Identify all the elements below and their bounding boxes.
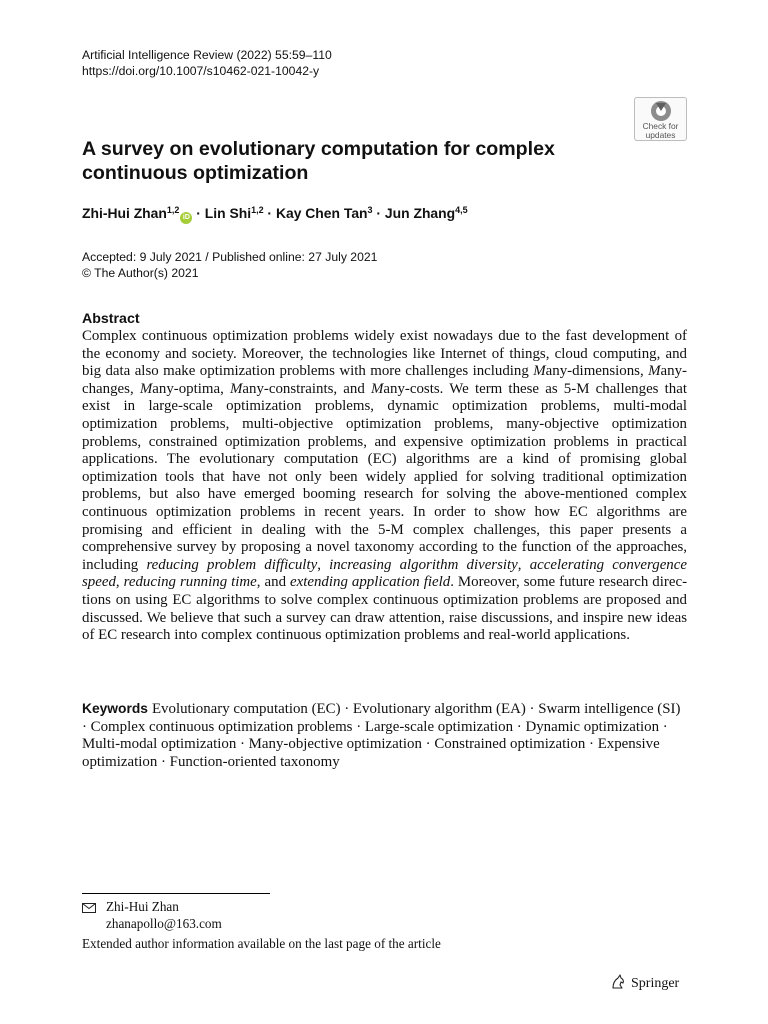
author-affiliation: 4,5 bbox=[455, 205, 468, 215]
journal-citation: Artificial Intelligence Review (2022) 55:59–110 bbox=[82, 48, 332, 62]
envelope-icon bbox=[82, 903, 96, 913]
m-initial: M bbox=[648, 363, 661, 380]
m-term: any-constraints, and bbox=[242, 380, 371, 397]
keywords-block bbox=[82, 700, 687, 772]
taxonomy-term: accelerating convergence speed bbox=[82, 556, 687, 591]
abstract-part: . Moreover, some future research directions on using EC algorithms to solve complex continuous optimization problems are proposed and discussed. We believe that such a survey can draw attention, raise discussions, and inspire new ideas of EC research into complex continuous optimization problems and real-world applications. bbox=[82, 574, 688, 644]
m-term: any-optima, bbox=[152, 380, 231, 397]
author-name[interactable]: Kay Chen Tan bbox=[275, 205, 368, 221]
m-initial: M bbox=[533, 363, 546, 380]
m-initial: M bbox=[371, 380, 384, 397]
m-initial: M bbox=[230, 380, 243, 397]
badge-line-2: updates bbox=[645, 129, 676, 140]
author-separator: · bbox=[263, 205, 276, 221]
author-affiliation: 3 bbox=[367, 205, 373, 215]
taxonomy-term: extending application field bbox=[290, 574, 451, 591]
running-header bbox=[82, 47, 332, 79]
abstract-part: Complex continuous optimization problems widely exist nowadays due to the fast development of the economy and society. Moreover, the technologies like Internet of things, cloud computing, and big data also make optimization problems with more challenges including bbox=[82, 328, 687, 380]
author-name[interactable]: Zhi-Hui Zhan bbox=[82, 205, 167, 221]
publication-dates bbox=[82, 250, 377, 281]
orcid-icon[interactable]: iD bbox=[180, 212, 192, 224]
author-list bbox=[82, 205, 468, 224]
footnote-divider bbox=[82, 893, 270, 894]
separator: , bbox=[517, 556, 530, 573]
badge-line-1: Check for bbox=[642, 121, 679, 131]
author-name[interactable]: Jun Zhang bbox=[384, 205, 456, 221]
extended-author-info: Extended author information available on the last page of the article bbox=[82, 936, 441, 951]
taxonomy-term: reducing problem difficulty bbox=[146, 556, 318, 573]
abstract-heading: Abstract bbox=[82, 311, 140, 327]
abstract-text bbox=[82, 328, 687, 645]
m-term: any-dimensions, bbox=[545, 363, 649, 380]
separator: , and bbox=[256, 574, 291, 591]
corresponding-name: Zhi-Hui Zhan bbox=[106, 899, 179, 914]
author-affiliation: 1,2 bbox=[251, 205, 264, 215]
springer-horse-icon bbox=[610, 974, 626, 990]
taxonomy-term: reducing running time bbox=[123, 574, 257, 591]
doi-link[interactable]: https://doi.org/10.1007/s10462-021-10042-y bbox=[82, 64, 320, 78]
author-separator: · bbox=[192, 205, 205, 221]
accepted-published-dates: Accepted: 9 July 2021 / Published online: 27 July 2021 bbox=[82, 250, 378, 264]
m-term: any-changes, bbox=[82, 363, 687, 397]
author-separator: · bbox=[372, 205, 385, 221]
corresponding-author bbox=[106, 899, 222, 932]
publisher-name: Springer bbox=[631, 976, 680, 991]
check-updates-icon bbox=[648, 100, 674, 122]
keywords-list: Evolutionary computation (EC) · Evolutionary algorithm (EA) · Swarm intelligence (SI) · Complex continuous optimization problems · Large-scale optimization · Dynamic optimization · Multi-modal optimization · Many-objective optimization · Constrained optimization · Expensive optimization · Function-oriented taxonomy bbox=[82, 701, 681, 771]
paper-title: A survey on evolutionary computation for complex continuous optimization bbox=[82, 138, 555, 184]
author-affiliation: 1,2 bbox=[166, 205, 180, 215]
separator: , bbox=[317, 556, 330, 573]
m-term: any-costs. bbox=[383, 380, 444, 397]
abstract-part: We term these as 5-M challenges that exist in large-scale optimization problems, dynamic optimization problems, multi-modal optimization problems, multi-objective optimization problems, many-objective optimization problems, constrained optimization problems, and expensive optimization problems in practical applications. The evolutionary computation (EC) algorithms are a kind of promising global optimization tools that have not only been widely applied for solving traditional optimization problems, but also have emerged booming research for solving the above-mentioned complex continuous optimization problems in recent years. In order to show how EC algorithms are promising and efficient in dealing with the 5-M complex challenges, this paper presents a comprehensive survey by proposing a novel taxonomy according to the function of the approaches, including bbox=[82, 380, 687, 573]
corresponding-email[interactable]: zhanapollo@163.com bbox=[106, 915, 222, 931]
author-name[interactable]: Lin Shi bbox=[204, 205, 252, 221]
keywords-label: Keywords bbox=[82, 701, 148, 716]
check-for-updates-badge[interactable] bbox=[634, 97, 687, 141]
copyright-line: © The Author(s) 2021 bbox=[82, 265, 199, 280]
separator: , bbox=[115, 574, 124, 591]
taxonomy-term: increasing algorithm diversity bbox=[329, 556, 518, 573]
m-initial: M bbox=[139, 380, 153, 397]
springer-logo[interactable] bbox=[610, 974, 679, 992]
